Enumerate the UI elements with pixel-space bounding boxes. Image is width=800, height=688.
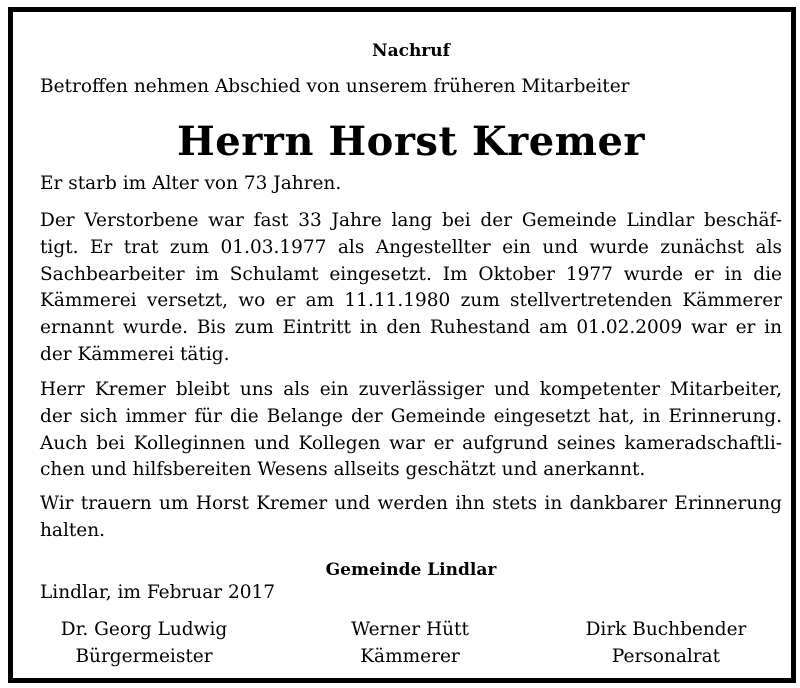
paragraph-line: Er starb im Alter von 73 Jahren. xyxy=(40,173,342,194)
signatory-name: Dr. Georg Ludwig xyxy=(60,619,228,640)
paragraph-line: Sachbearbeiter im Schulamt eingesetzt. Im Oktober 1977 wurde er in die xyxy=(40,263,782,285)
place-date: Lindlar, im Februar 2017 xyxy=(40,582,276,603)
deceased-name: Herrn Horst Kremer xyxy=(176,118,645,165)
obituary-frame xyxy=(8,7,796,683)
paragraph-line: ernannt wurde. Bis zum Eintritt in den Ruhestand am 01.02.2009 war er in xyxy=(40,317,782,339)
signatory-name: Werner Hütt xyxy=(351,619,469,640)
paragraph-line: Herr Kremer bleibt uns als ein zuverlässiger und kompetenter Mitarbeiter, xyxy=(40,379,782,400)
signatory-staff-council xyxy=(546,616,786,670)
paragraph-line: halten. xyxy=(40,519,106,541)
paragraph-line: der sich immer für die Belange der Gemeinde eingesetzt hat, in Erinnerung. xyxy=(40,405,782,427)
signatory-name: Dirk Buchbender xyxy=(585,619,747,640)
paragraph-mourning xyxy=(40,491,782,545)
paragraph-career xyxy=(40,208,782,369)
signatory-treasurer xyxy=(290,616,530,670)
intro-line: Betroffen nehmen Abschied von unserem früheren Mitarbeiter xyxy=(40,76,630,97)
paragraph-line: Wir trauern um Horst Kremer und werden ihn stets in dankbarer Erinnerung xyxy=(40,493,782,514)
signatory-role: Personalrat xyxy=(611,646,721,667)
organization-name: Gemeinde Lindlar xyxy=(325,560,497,580)
notice-heading: Nachruf xyxy=(372,41,450,61)
paragraph-line: tigt. Er trat zum 01.03.1977 als Angestellter ein und wurde zunächst als xyxy=(40,236,782,258)
paragraph-line: der Kämmerei tätig. xyxy=(40,343,230,365)
paragraph-line: Kämmerei versetzt, wo er am 11.11.1980 zum stellvertretenden Kämmerer xyxy=(40,290,782,312)
signatory-role: Bürgermeister xyxy=(75,646,213,667)
paragraph-age xyxy=(40,171,782,198)
paragraph-line: Der Verstorbene war fast 33 Jahre lang bei der Gemeinde Lindlar beschäf- xyxy=(40,210,782,231)
paragraph-tribute xyxy=(40,377,782,484)
signatory-role: Kämmerer xyxy=(360,646,460,667)
paragraph-line: Auch bei Kolleginnen und Kollegen war er aufgrund seines kameradschaftli- xyxy=(40,432,782,454)
paragraph-line: chen und hilfsbereiten Wesens allseits geschätzt und anerkannt. xyxy=(40,459,646,481)
signatory-mayor xyxy=(24,616,264,670)
